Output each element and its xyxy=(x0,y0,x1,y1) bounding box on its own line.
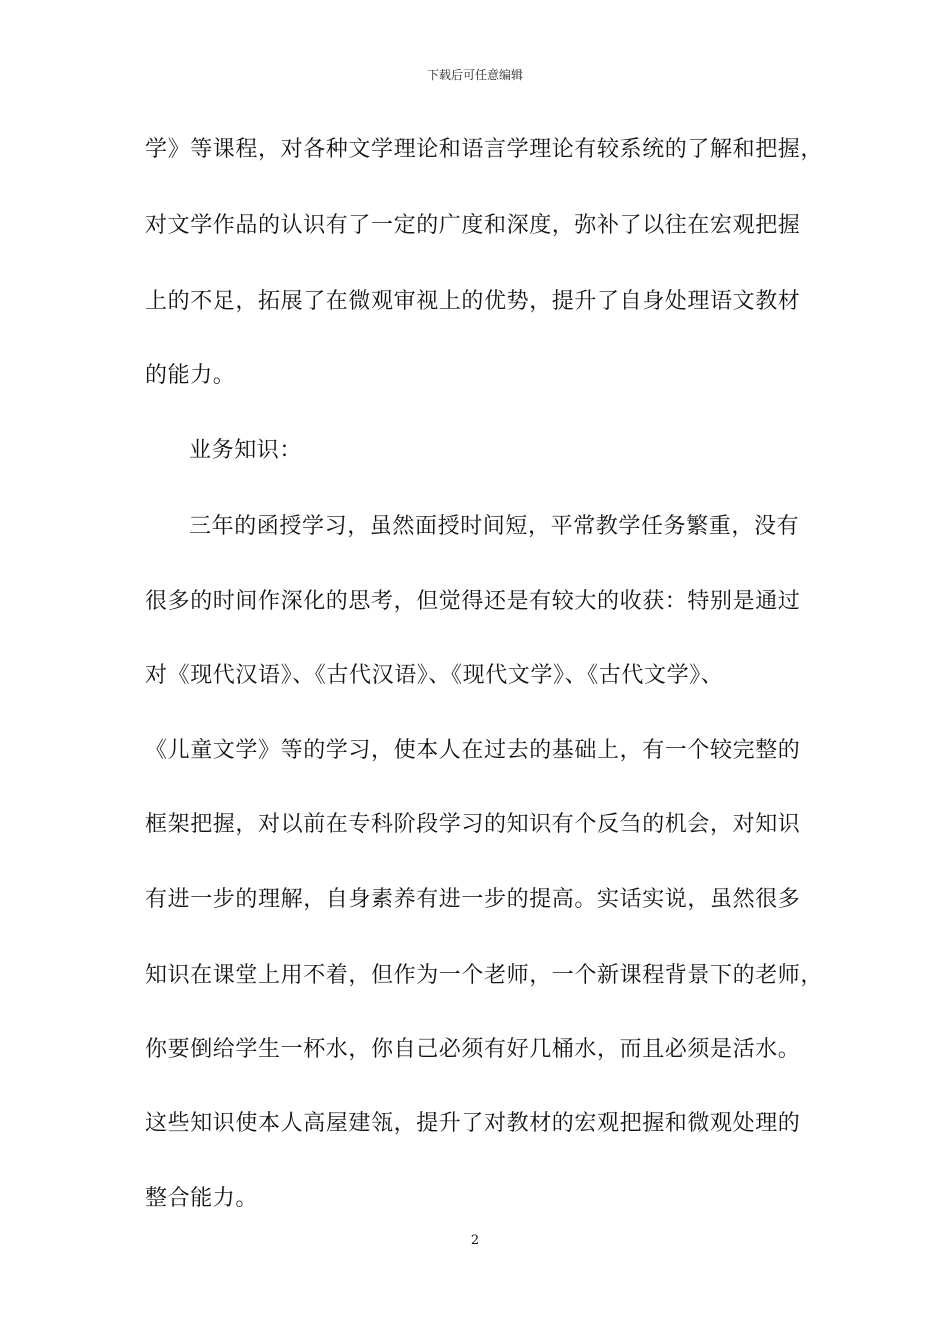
body-text-line: 整合能力。 xyxy=(145,1186,259,1211)
body-text-line: 《儿童文学》等的学习，使本人在过去的基础上，有一个较完整的 xyxy=(145,738,801,763)
body-text-line: 对《现代汉语》、《古代汉语》、《现代文学》、《古代文学》、 xyxy=(145,663,724,688)
body-text-line: 上的不足，拓展了在微观审视上的优势，提升了自身处理语文教材 xyxy=(145,289,801,314)
body-text-line: 这些知识使本人高屋建瓴，提升了对教材的宏观把握和微观处理的 xyxy=(145,1111,801,1136)
body-text-line: 框架把握，对以前在专科阶段学习的知识有个反刍的机会，对知识 xyxy=(145,812,801,837)
body-text-line: 知识在课堂上用不着，但作为一个老师，一个新课程背景下的老师， xyxy=(145,963,824,988)
body-text-line: 很多的时间作深化的思考，但觉得还是有较大的收获：特别是通过 xyxy=(145,589,801,614)
section-heading: 业务知识： xyxy=(189,438,303,463)
page-number: 2 xyxy=(470,1233,480,1248)
page-header: 下载后可任意编辑 xyxy=(426,68,523,82)
body-text-line: 三年的函授学习，虽然面授时间短，平常教学任务繁重，没有 xyxy=(189,514,800,539)
body-text-line: 的能力。 xyxy=(145,363,236,388)
body-text-line: 有进一步的理解，自身素养有进一步的提高。实话实说，虽然很多 xyxy=(145,887,801,912)
body-text-line: 对文学作品的认识有了一定的广度和深度，弥补了以往在宏观把握 xyxy=(145,213,801,238)
body-text-line: 学》等课程，对各种文学理论和语言学理论有较系统的了解和把握， xyxy=(145,137,824,162)
body-text-line: 你要倒给学生一杯水，你自己必须有好几桶水，而且必须是活水。 xyxy=(145,1037,801,1062)
